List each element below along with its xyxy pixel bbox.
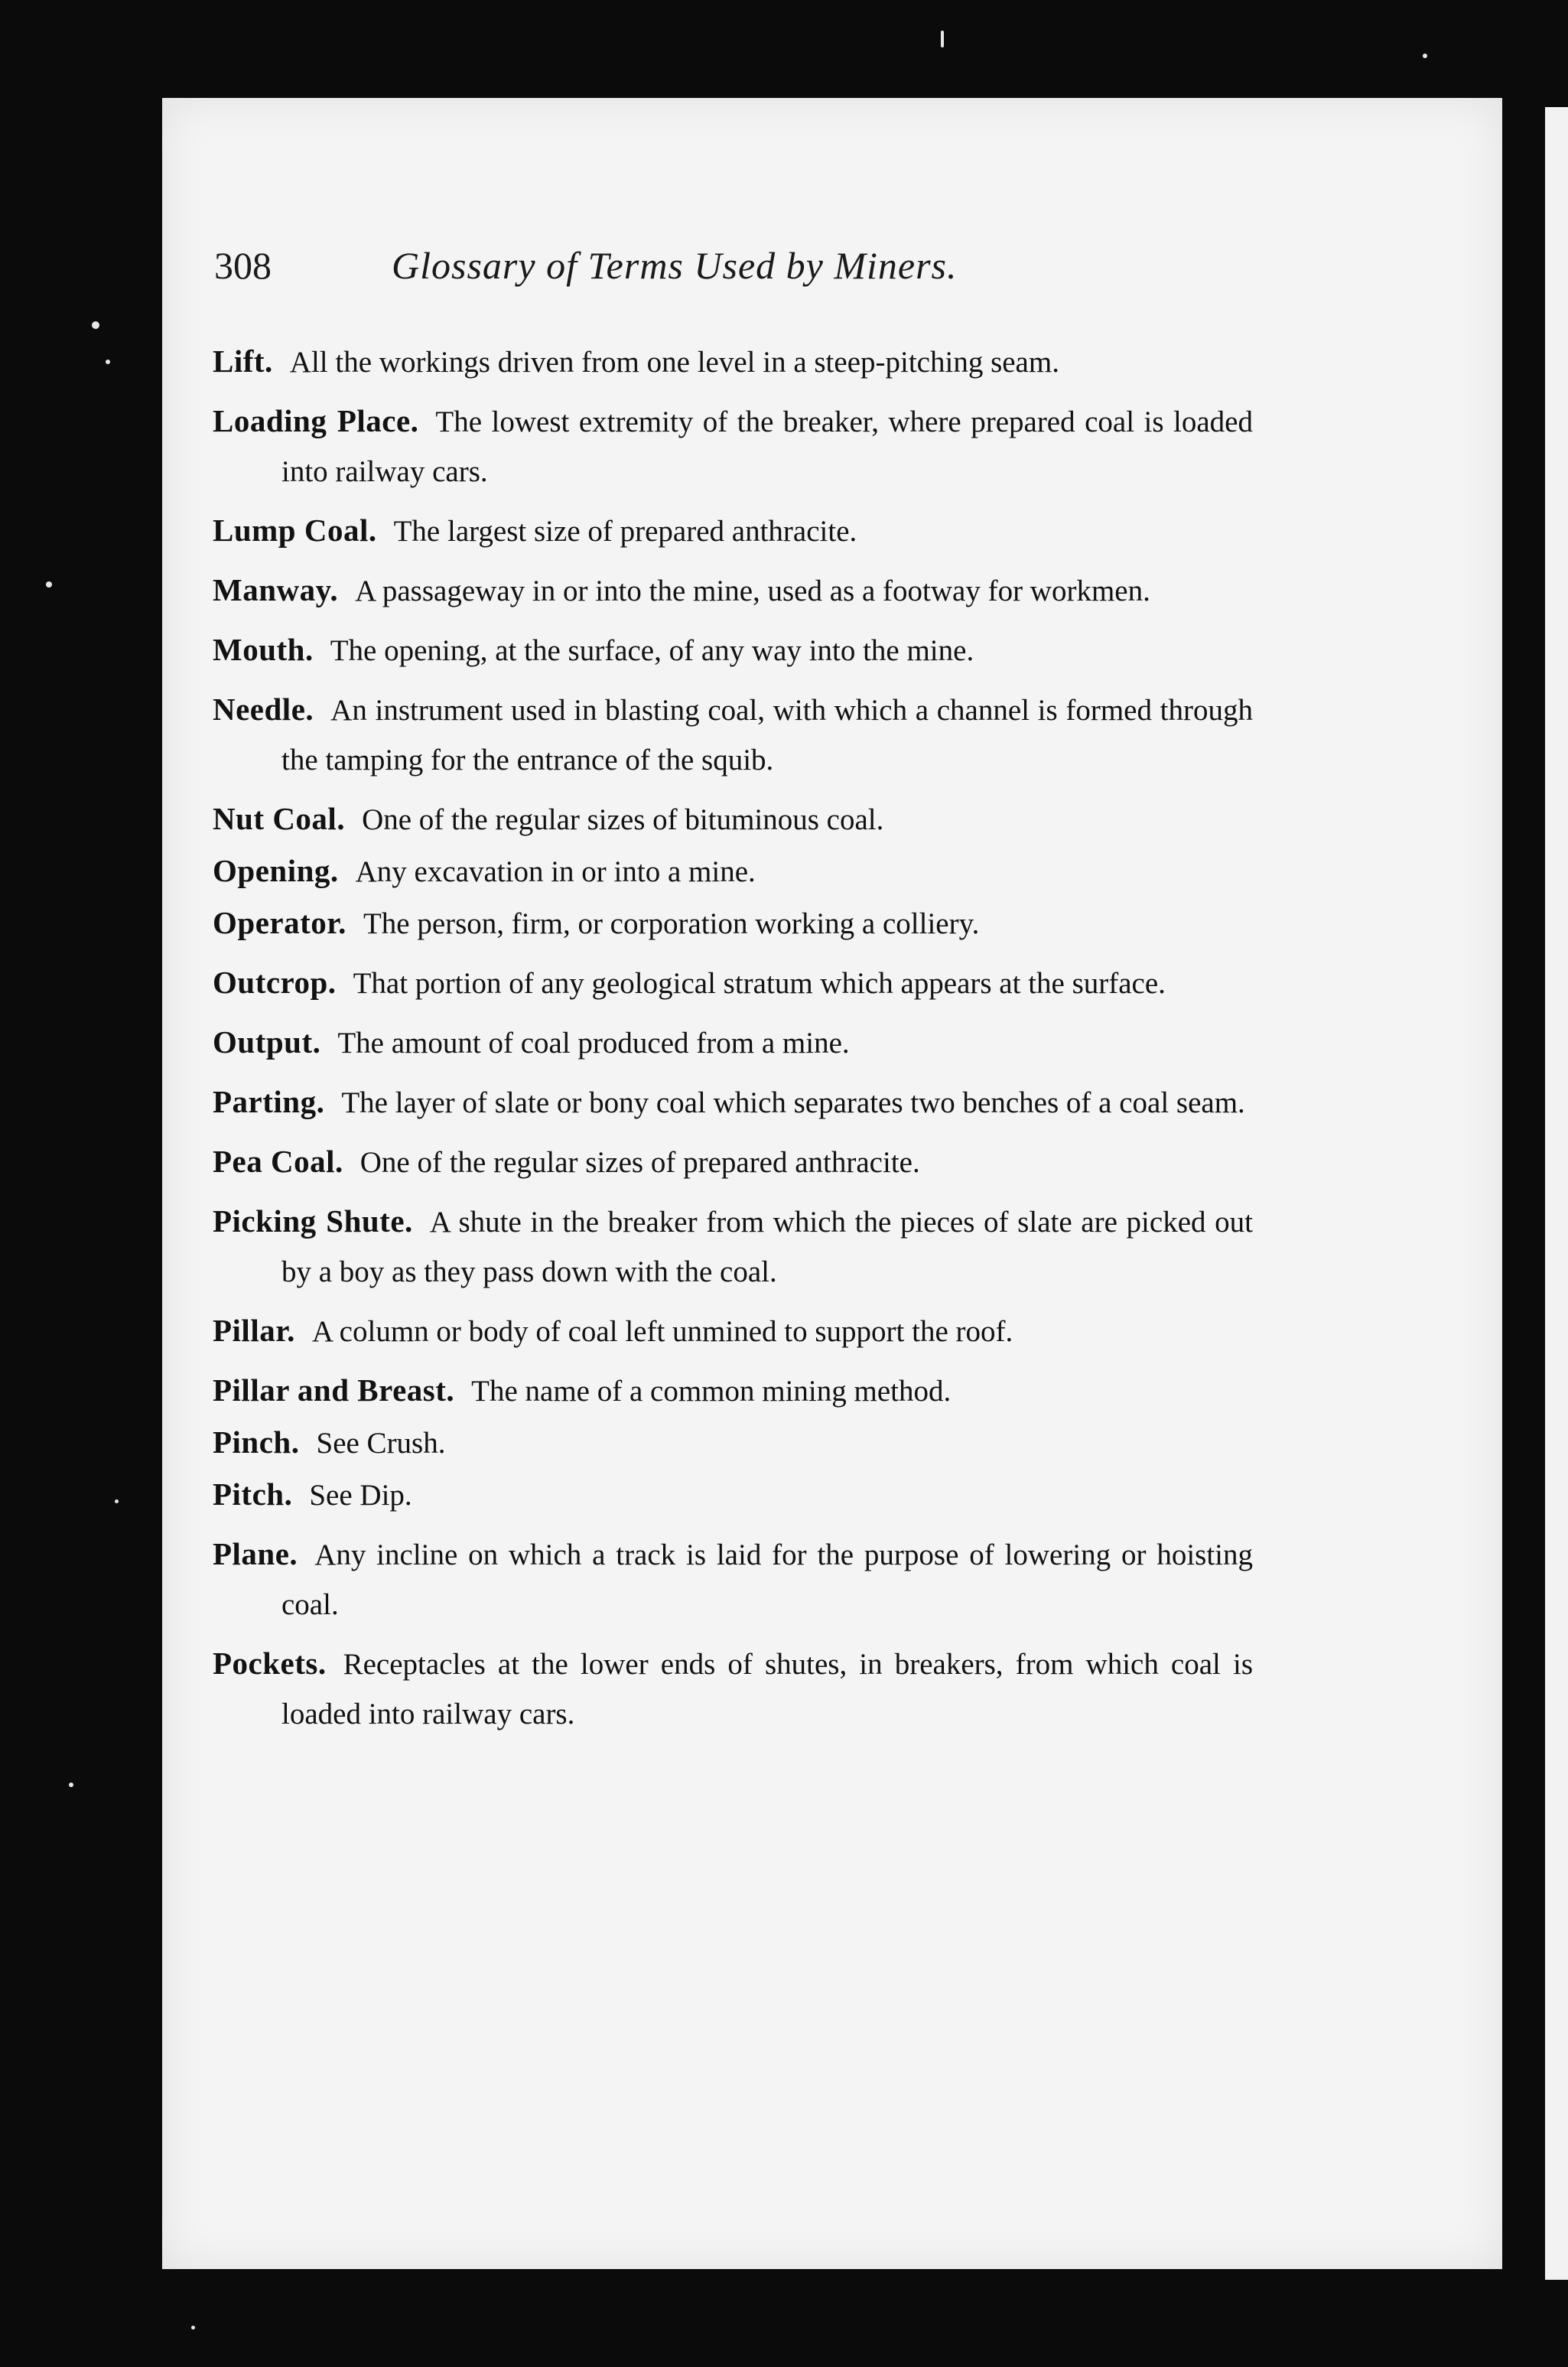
glossary-definition: The layer of slate or bony coal which separates two benches of a coal seam. xyxy=(341,1086,1245,1119)
glossary-entry xyxy=(213,396,1253,497)
glossary-entry xyxy=(213,1306,1253,1356)
glossary-definition: One of the regular sizes of bituminous coal. xyxy=(362,803,884,836)
glossary-term: Manway. xyxy=(213,572,339,607)
glossary-entry xyxy=(213,1529,1253,1630)
glossary-term: Lump Coal. xyxy=(213,513,377,548)
glossary-definition: See Dip. xyxy=(309,1479,412,1512)
glossary-entry xyxy=(213,1197,1253,1297)
glossary-term: Nut Coal. xyxy=(213,801,346,836)
glossary-definition: One of the regular sizes of prepared anthracite. xyxy=(359,1146,920,1179)
glossary-term: Parting. xyxy=(213,1084,325,1119)
glossary-term: Operator. xyxy=(213,905,346,940)
glossary-term: Pea Coal. xyxy=(213,1144,343,1179)
glossary-definition: A shute in the breaker from which the pieces of slate are picked out by a boy as they pass down with the coal. xyxy=(281,1206,1253,1288)
glossary-term: Pillar. xyxy=(213,1313,295,1348)
glossary-entry xyxy=(213,898,1253,949)
glossary-definition: A column or body of coal left unmined to support the roof. xyxy=(311,1315,1013,1348)
glossary-entry xyxy=(213,625,1253,676)
glossary-term: Lift. xyxy=(213,343,273,379)
running-head xyxy=(214,243,1247,312)
glossary-entry xyxy=(213,565,1253,616)
page-number: 308 xyxy=(214,244,272,287)
glossary-definition: The person, firm, or corporation working a colliery. xyxy=(363,907,980,940)
glossary-entry xyxy=(213,685,1253,785)
glossary-term: Output. xyxy=(213,1024,321,1060)
glossary-term: Pillar and Breast. xyxy=(213,1372,455,1408)
glossary-list xyxy=(213,337,1253,1748)
glossary-term: Pockets. xyxy=(213,1646,327,1681)
glossary-definition: The largest size of prepared anthracite. xyxy=(393,515,857,548)
glossary-entry xyxy=(213,337,1253,387)
glossary-term: Mouth. xyxy=(213,632,314,667)
running-title: Glossary of Terms Used by Miners. xyxy=(392,244,958,287)
glossary-term: Loading Place. xyxy=(213,403,419,438)
glossary-term: Opening. xyxy=(213,853,339,888)
glossary-term: Needle. xyxy=(213,692,314,727)
glossary-entry xyxy=(213,1418,1253,1468)
glossary-definition: A passageway in or into the mine, used as a footway for workmen. xyxy=(355,575,1150,607)
glossary-definition: The lowest extremity of the breaker, where prepared coal is loaded into railway cars. xyxy=(281,405,1253,488)
glossary-term: Pitch. xyxy=(213,1477,293,1512)
glossary-entry xyxy=(213,1366,1253,1416)
glossary-entry xyxy=(213,1639,1253,1739)
glossary-entry xyxy=(213,794,1253,845)
glossary-definition: The opening, at the surface, of any way into the mine. xyxy=(330,634,974,667)
glossary-definition: All the workings driven from one level in a steep-pitching seam. xyxy=(289,346,1059,379)
glossary-entry xyxy=(213,1017,1253,1068)
glossary-entry xyxy=(213,958,1253,1008)
glossary-term: Plane. xyxy=(213,1536,298,1571)
glossary-definition: Any excavation in or into a mine. xyxy=(355,855,756,888)
glossary-term: Pinch. xyxy=(213,1424,300,1460)
glossary-term: Picking Shute. xyxy=(213,1203,413,1239)
glossary-entry xyxy=(213,846,1253,897)
glossary-entry xyxy=(213,506,1253,556)
glossary-definition: See Crush. xyxy=(316,1427,446,1460)
glossary-definition: Receptacles at the lower ends of shutes, in breakers, from which coal is loaded into railway cars. xyxy=(281,1648,1253,1730)
glossary-definition: The amount of coal produced from a mine. xyxy=(337,1027,850,1060)
glossary-entry xyxy=(213,1470,1253,1520)
glossary-entry xyxy=(213,1137,1253,1187)
glossary-definition: The name of a common mining method. xyxy=(471,1375,952,1408)
glossary-definition: Any incline on which a track is laid for the purpose of lowering or hoisting coal. xyxy=(281,1538,1253,1621)
glossary-entry xyxy=(213,1077,1253,1128)
glossary-term: Outcrop. xyxy=(213,965,337,1000)
adjacent-page-strip xyxy=(1545,107,1568,2280)
glossary-definition: An instrument used in blasting coal, with which a channel is formed through the tamping for the entrance of the squib. xyxy=(281,694,1253,777)
glossary-definition: That portion of any geological stratum which appears at the surface. xyxy=(353,967,1166,1000)
